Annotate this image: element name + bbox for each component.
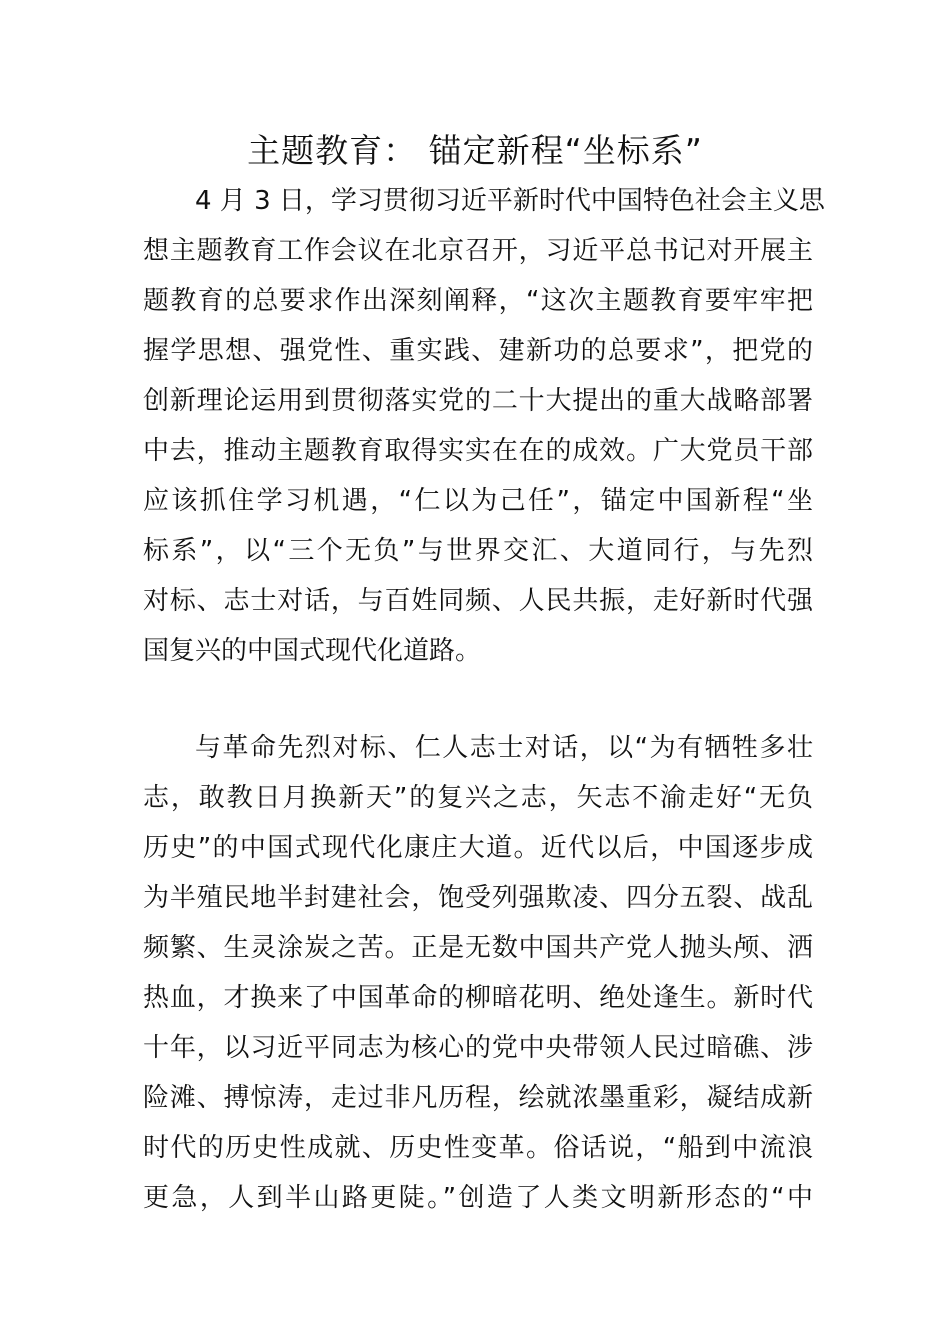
paragraph-line: 频繁、生灵涂炭之苦。正是无数中国共产党人抛头颅、洒 [143,933,813,963]
paragraph-2 [143,723,813,1223]
paragraph-line: 想主题教育工作会议在北京召开，习近平总书记对开展主 [143,236,813,266]
paragraph-line: 4 月 3 日，学习贯彻习近平新时代中国特色社会主义思 [195,186,825,216]
paragraph-line: 为半殖民地半封建社会，饱受列强欺凌、四分五裂、战乱 [143,883,813,913]
paragraph-line: 题教育的总要求作出深刻阐释，“这次主题教育要牢牢把 [143,286,813,316]
paragraph-line: 志，敢教日月换新天”的复兴之志，矢志不渝走好“无负 [143,783,813,813]
paragraph-line: 中去，推动主题教育取得实实在在的成效。广大党员干部 [143,436,813,466]
paragraph-line: 十年，以习近平同志为核心的党中央带领人民过暗礁、涉 [143,1033,813,1063]
paragraph-line: 标系”，以“三个无负”与世界交汇、大道同行，与先烈 [143,536,813,566]
paragraph-line: 握学思想、强党性、重实践、建新功的总要求”，把党的 [143,336,813,366]
document-title: 主题教育： 锚定新程“坐标系” [247,131,703,170]
paragraph-line: 时代的历史性成就、历史性变革。俗话说，“船到中流浪 [143,1133,813,1163]
paragraph-line: 对标、志士对话，与百姓同频、人民共振，走好新时代强 [143,586,813,616]
paragraph-line: 历史”的中国式现代化康庄大道。近代以后，中国逐步成 [143,833,813,863]
paragraph-1 [143,176,825,676]
paragraph-line: 国复兴的中国式现代化道路。 [143,636,482,666]
paragraph-line: 创新理论运用到贯彻落实党的二十大提出的重大战略部署 [143,386,813,416]
paragraph-line: 更急，人到半山路更陡。”创造了人类文明新形态的“中 [143,1183,813,1213]
paragraph-line: 险滩、搏惊涛，走过非凡历程，绘就浓墨重彩，凝结成新 [143,1083,813,1113]
paragraph-line: 与革命先烈对标、仁人志士对话，以“为有牺牲多壮 [195,733,813,763]
paragraph-line: 应该抓住学习机遇，“仁以为己任”，锚定中国新程“坐 [143,486,813,516]
paragraph-line: 热血，才换来了中国革命的柳暗花明、绝处逢生。新时代 [143,983,813,1013]
